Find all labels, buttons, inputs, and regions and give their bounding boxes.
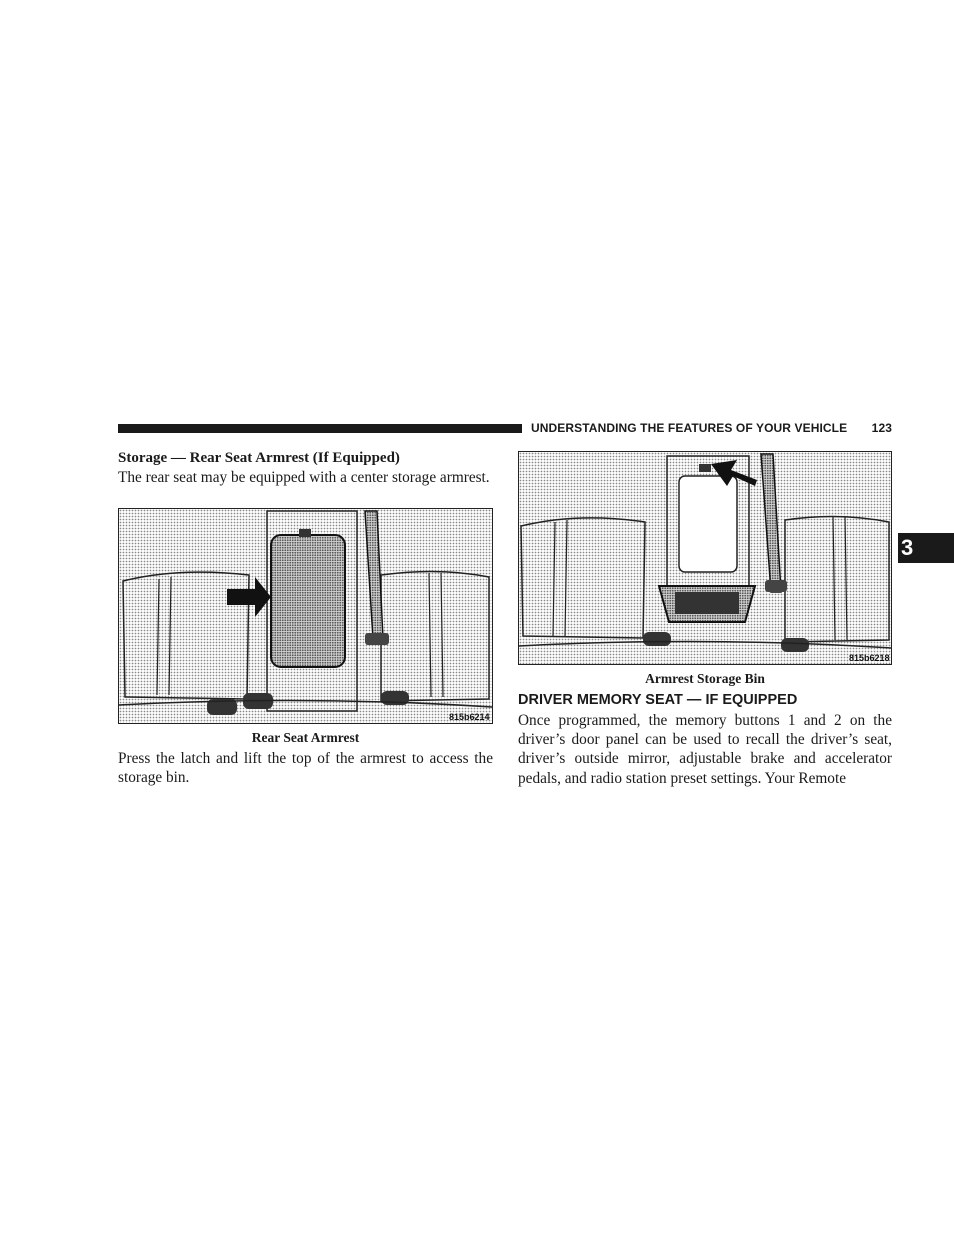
section-title: UNDERSTANDING THE FEATURES OF YOUR VEHICLE bbox=[531, 421, 848, 435]
figure-code-815b6218: 815b6218 bbox=[849, 653, 890, 663]
figure-code-815b6214: 815b6214 bbox=[449, 712, 490, 722]
rear-seat-armrest-caption: Rear Seat Armrest bbox=[251, 730, 360, 745]
chapter-tab: 3 bbox=[898, 533, 954, 563]
armrest-storage-bin-figure bbox=[518, 451, 892, 665]
storage-subheading: Storage — Rear Seat Armrest (If Equipped) bbox=[118, 450, 400, 466]
driver-memory-seat-heading: DRIVER MEMORY SEAT — IF EQUIPPED bbox=[518, 692, 798, 708]
rear-seat-armrest-illustration bbox=[119, 509, 492, 723]
press-latch-paragraph: Press the latch and lift the top of the armrest to access the storage bin. bbox=[118, 750, 493, 787]
storage-subheading-block bbox=[118, 449, 493, 487]
page-number: 123 bbox=[871, 421, 892, 435]
running-header bbox=[531, 420, 892, 436]
header-rule bbox=[118, 424, 522, 433]
storage-intro-paragraph: The rear seat may be equipped with a center storage armrest. bbox=[118, 469, 490, 486]
rear-seat-armrest-figure bbox=[118, 508, 493, 724]
armrest-storage-bin-illustration bbox=[519, 452, 891, 664]
driver-memory-seat-paragraph: Once programmed, the memory buttons 1 and 2 on the driver’s door panel can be used to recall the driver’s seat, driver’s outside mirror, adjustable brake and accelerator pedals, and radio station preset settings. Your Remote bbox=[518, 712, 892, 787]
armrest-storage-bin-caption: Armrest Storage Bin bbox=[645, 671, 765, 686]
